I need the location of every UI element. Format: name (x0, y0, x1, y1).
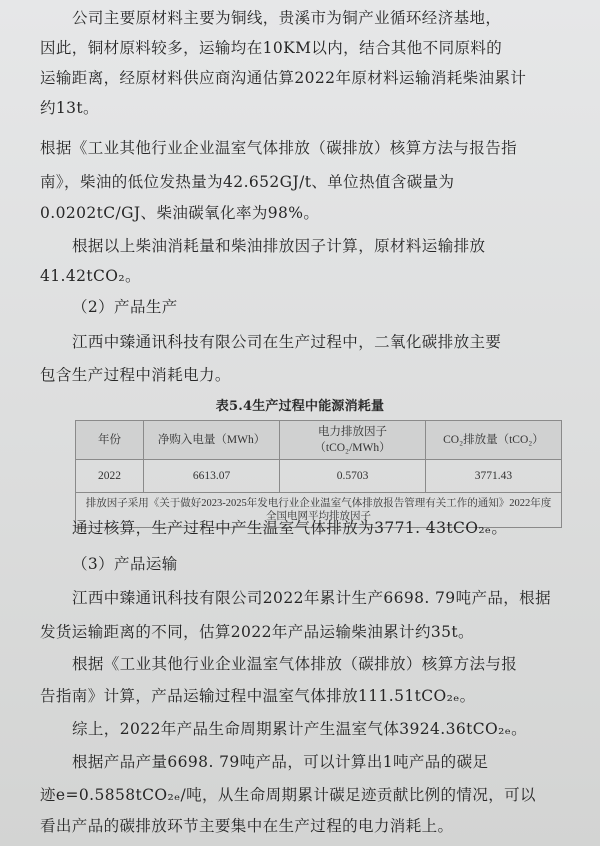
paragraph-line: 根据产品产量6698. 79吨产品，可以计算出1吨产品的碳足 (72, 753, 489, 771)
table-cell: 0.5703 (280, 460, 426, 493)
table-header-cell: CO₂排放量（tCO₂） (425, 421, 561, 460)
table-header-cell: 净购入电量（MWh） (144, 421, 280, 460)
paragraph-line: 南》，柴油的低位发热量为42.652GJ/t、单位热值含碳量为 (40, 173, 455, 191)
paragraph-line: 0.0202tC/GJ、柴油碳氧化率为98%。 (40, 204, 320, 222)
paragraph-line: 因此，铜材原料较多，运输均在10KM以内，结合其他不同原料的 (40, 39, 503, 57)
paragraph-line: 根据以上柴油消耗量和柴油排放因子计算，原材料运输排放 (72, 237, 486, 255)
table-note: 排放因子采用《关于做好2023-2025年发电行业企业温室气体排放报告管理有关工作的通知》2022年度全国电网平均排放因子 (76, 493, 562, 528)
paragraph-line: 约13t。 (40, 99, 99, 117)
table-cell: 2022 (76, 460, 144, 493)
table-header-cell: 年份 (76, 421, 144, 460)
paragraph-line: 看出产品的碳排放环节主要集中在生产过程的电力消耗上。 (40, 817, 454, 835)
table-header-cell: 电力排放因子（tCO₂/MWh） (280, 421, 426, 460)
paragraph-line: 根据《工业其他行业企业温室气体排放（碳排放）核算方法与报告指 (40, 139, 518, 157)
table-cell: 3771.43 (425, 460, 561, 493)
paragraph-line: 江西中臻通讯科技有限公司在生产过程中，二氧化碳排放主要 (72, 333, 502, 351)
paragraph-line: 迹e=0.5858tCO₂ₑ/吨，从生命周期累计碳足迹贡献比例的情况，可以 (40, 786, 536, 804)
paragraph-line: 公司主要原材料主要为铜线，贵溪市为铜产业循环经济基地， (72, 9, 502, 27)
paragraph-line: 综上，2022年产品生命周期累计产生温室气体3924.36tCO₂ₑ。 (72, 720, 528, 738)
table-header-row (76, 421, 562, 460)
energy-table (75, 420, 562, 528)
section-heading: （3）产品运输 (72, 555, 178, 573)
paragraph-line: 江西中臻通讯科技有限公司2022年累计生产6698. 79吨产品，根据 (72, 589, 551, 607)
paragraph-line: 运输距离，经原材料供应商沟通估算2022年原材料运输消耗柴油累计 (40, 69, 527, 87)
paragraph-line: 根据《工业其他行业企业温室气体排放（碳排放）核算方法与报 (72, 655, 518, 673)
paragraph-line: 发货运输距离的不同，估算2022年产品运输柴油累计约35t。 (40, 623, 474, 641)
table-cell: 6613.07 (144, 460, 280, 493)
paragraph-line: 41.42tCO₂。 (40, 267, 141, 285)
table-row (76, 460, 562, 493)
section-heading: （2）产品生产 (72, 298, 178, 316)
paragraph-line: 通过核算，生产过程中产生温室气体排放为3771. 43tCO₂ₑ。 (72, 519, 508, 537)
table-caption: 表5.4生产过程中能源消耗量 (215, 399, 385, 414)
paragraph-line: 包含生产过程中消耗电力。 (40, 366, 231, 384)
paragraph-line: 告指南》计算，产品运输过程中温室气体排放111.51tCO₂ₑ。 (40, 687, 476, 705)
